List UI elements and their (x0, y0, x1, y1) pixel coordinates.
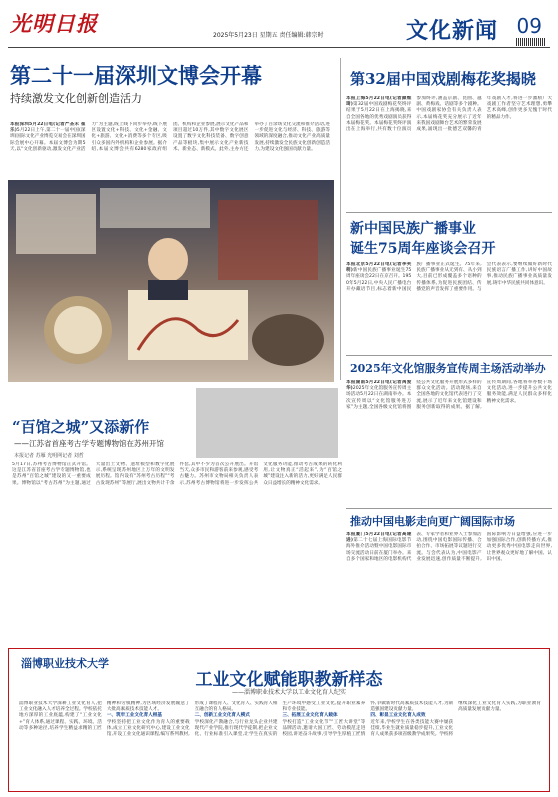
feature-body (12, 462, 342, 558)
masthead (8, 4, 550, 48)
section-rule (346, 508, 552, 509)
special-school-name: 淄博职业技术大学 (21, 657, 109, 670)
special-intro: 淄博职业技术大学深耕工业文化育人,把工业文化融入人才培养全过程。学校依托地方深厚的工业底蕴,构建了“工业文化+”育人体系,通过课程、实践、环境、活动等多种途径,培养学生精益求精的工匠精神和劳模精神,为区域经济发展输送了大批高素质技术技能人才。 (19, 701, 190, 731)
feature-headline: “百馆之城”又添新作 (12, 418, 150, 436)
lead-dateline: 本报深圳5月22日电(记者严圣禾 崔乐) (10, 122, 86, 134)
lead-subheadline: 持续激发文化创新创造活力 (10, 92, 142, 105)
film-headline: 推动中国电影走向更广阔国际市场 (350, 515, 515, 528)
lead-text: 5月22日上午,第二十一届中国(深圳)国际文化产业博览交易会在深圳国际会展中心开幕。本届文博会为期5天,以“文化创新驱动,激发文化产业活力”为主题,线上线下同步举办,线下展区设置文化+科技、文化+金融、文化+旅游、文化+消费等多个专区,吸引众多国内外机构和企业参展。据介绍,本届文博会共有6280家政府组团、机构和企业参展,展示文化产品和项目超过10万件,其中数字文化展区设置了数字文化科技装备、数字创意产品等板块,集中展示文化产业新技术、新业态、新模式。此外,主办方还举办了百余场文化交流和推介活动,进一步促进文化与经济、科技、旅游等领域的深度融合,推动文化产业高质量发展,持续激发全民族文化创新创造活力,为建设文化强国贡献力量。 (10, 122, 330, 152)
issue-dateline: 2025年5月23日 星期五 责任编辑:韩宗时 (213, 32, 324, 39)
special-subheadline: ——淄博职业技术大学以工业文化育人纪实 (231, 689, 346, 696)
museum-text: 2025年文化馆服务宣传周主场活动5月22日在湖南举办。本次宣传周以“文化馆服务进万家”为主题,全国各级文化馆将围绕公共文化服务开展形式多样的群众文化活动。活动现场,来自全国各地的文化馆代表进行了交流,展示了近年来文化馆建设和服务创新取得的成果。据了解,宣传周期间,各地将举办数千场文化活动,进一步提升公共文化服务效能,满足人民群众多样化精神文化需求。 (346, 380, 552, 410)
special-section-heading: 二、创新工业文化育人模式 (194, 713, 250, 719)
section-rule (346, 212, 552, 213)
award-text: 第32届中国戏剧梅花奖终评结果于5月22日在上海揭晓,来自全国各地的优秀戏剧演员获得本届梅花奖。本届梅花奖终评演出在上海举行,共有数十位演员参加终评,涵盖京剧、昆曲、越剧、黄梅戏、话剧等多个剧种。中国戏剧家协会有关负责人表示,本届梅花奖充分展示了近年来我国戏剧舞台艺术的繁荣发展成果,涌现出一批德艺双馨的青年戏剧人才,将进一步激励广大戏剧工作者坚守艺术理想,勇攀艺术高峰,创作更多无愧于时代的精品力作。 (346, 96, 552, 133)
column-divider (340, 58, 341, 380)
museum-dateline: 本报湖南5月22日电(记者禹爱华) (346, 380, 412, 392)
special-section-heading: 一、筑牢工业文化育人根基 (106, 713, 162, 719)
feature-subheadline: ——江苏省首座考古学专题博物馆在苏州开馆 (14, 439, 164, 448)
award-body (346, 96, 552, 208)
barcode-icon (516, 38, 546, 46)
broadcast-headline-line2: 诞生75周年座谈会召开 (350, 241, 496, 257)
lead-body (10, 122, 330, 176)
lead-photo (8, 180, 334, 382)
feature-byline: 本报记者 苏雁 光明网记者 刘哲 (14, 453, 84, 459)
section-title: 文化新闻 (405, 19, 498, 44)
award-dateline: 本报上海5月22日电(记者颜维琦) (346, 96, 412, 108)
special-section-text: 学校深化产教融合,与行业龙头企业共建现代产业学院,推行现代学徒制,把企业文化、行业标准引入课堂,让学生在真实的生产环境中感受工业文化,提升职业素养和专业技能。 (194, 701, 366, 738)
special-section-text: 近年来,学校学生在各类技能大赛中屡获佳绩,毕业生就业质量稳步提升,工业文化育人成果获多项省级教学成果奖。学校将继续深化工业文化育人实践,为职业教育高质量发展贡献力量。 (370, 701, 541, 738)
special-section-text: 学校打造“工业文化节”“工匠大讲堂”等品牌活动,邀请大国工匠、劳动模范走进校园,讲述奋斗故事,引导学生厚植工匠情怀,争做新时代高素质技术技能人才,为制造强国建设贡献力量。 (282, 701, 454, 738)
film-dateline: 本报厦门5月22日电(记者高建进) (346, 532, 412, 544)
broadcast-dateline: 本报北京5月22日电(记者李笑萌) (346, 262, 412, 274)
special-feature-box (8, 648, 550, 792)
section-rule (346, 355, 552, 356)
museum-headline: 2025年文化馆服务宣传周主场活动举办 (350, 362, 546, 375)
newspaper-logo: 光明日报 (10, 11, 98, 36)
museum-photo-icon (196, 388, 338, 458)
award-headline: 第32届中国戏剧梅花奖揭晓 (350, 70, 536, 88)
feature-text: 5月17日,苏州考古博物馆正式开馆。这是江苏省首座考古学专题博物馆,也是苏州“百馆之城”建设的又一重要成果。博物馆以“考古苏州”为主题,通过大量出土文物、遗址模型和数字化展示,系统呈现苏州地区上万年的文明发展历程。馆内设有“苏州考古历程”“考古发现苏州”等展厅,展出文物共计千余件套,其中不少为首次公开展出。开馆当天,众多市民和游客前来参观,感受考古魅力。苏州市文物局相关负责人表示,苏州考古博物馆将进一步发挥公共文化服务功能,推动考古成果的转化利用,让文物真正“活起来”,为“百馆之城”建设注入新的活力,更好满足人民群众日益增长的精神文化需求。 (12, 462, 342, 486)
special-section-heading: 四、彰显工业文化育人成效 (370, 713, 426, 719)
exhibition-hall-photo-icon (8, 180, 334, 382)
lead-headline: 第二十一届深圳文博会开幕 (10, 63, 262, 88)
broadcast-body (346, 262, 552, 352)
broadcast-text: 新中国民族广播事业诞生75周年座谈会22日在京召开。1950年5月22日,中央人民广播电台开办藏语节目,标志着新中国民族广播事业正式诞生。75年来,民族广播事业从无到有、从小到大,目前已形成覆盖多个语种的传播体系,为促进民族团结、传播党的声音发挥了重要作用。与会代表表示,要继续做好新时代民族语言广播工作,讲好中国故事,推动民族广播事业高质量发展,铸牢中华民族共同体意识。 (346, 262, 552, 292)
film-body (346, 532, 552, 644)
special-body (19, 701, 541, 789)
special-headline: 工业文化赋能职教新样态 (195, 670, 383, 690)
broadcast-headline: 新中国民族广播事业 (350, 221, 476, 237)
museum-body (346, 380, 552, 506)
special-section-heading: 三、拓展工业文化育人载体 (282, 713, 338, 719)
special-section-text: 学校坚持把工业文化作为育人的重要载体,成立工业文化研究中心,建设工业文化馆,开设工业文化通识课程,编写系列教材,形成了课程育人、文化育人、实践育人相互融合的育人格局。 (106, 701, 278, 738)
page-number: 09 (516, 14, 542, 38)
feature-photo (196, 388, 338, 458)
film-text: 第二十七届上海国际电影节海外推介活动暨中国电影国际市场交流活动日前在厦门举办。来自多个国家和地区的电影机构代表、专家学者和业界人士参加活动,围绕中国电影国际传播、合拍合作、市场拓展等议题进行交流。与会代表认为,中国电影产业发展迅速,创作质量不断提升,国际影响力日益增强,应进一步加强国际合作,创新传播方式,推动更多优秀中国电影走向世界,让世界观众更好地了解中国、认识中国。 (346, 532, 552, 562)
